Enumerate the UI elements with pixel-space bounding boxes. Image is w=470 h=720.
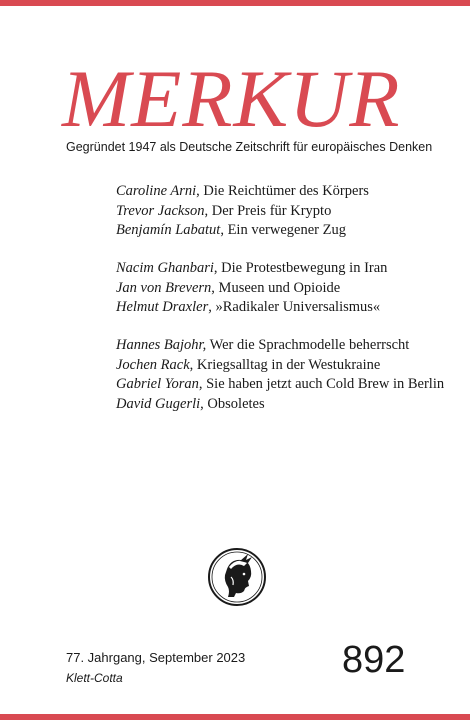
entry-author: Helmut Draxler — [116, 299, 209, 315]
entry-author: Jochen Rack — [116, 356, 190, 373]
entry-title: , Sie haben jetzt auch Cold Brew in Berlin — [198, 376, 445, 392]
entry-title: , Kriegsalltag in der Westukraine — [189, 356, 381, 373]
contents-entry — [116, 298, 387, 318]
contents-entry — [116, 279, 387, 299]
contents-group-2 — [116, 259, 387, 318]
contents-entry — [116, 202, 369, 222]
contents-group-1 — [116, 182, 369, 241]
bottom-accent-bar — [0, 714, 470, 720]
hermes-head-emblem-icon — [207, 547, 267, 607]
contents-entry — [116, 395, 444, 415]
entry-title: , Ein verwegener Zug — [220, 222, 346, 238]
entry-author: Jan von Brevern — [116, 279, 212, 296]
masthead-title: MERKUR — [62, 53, 401, 144]
contents-entry — [116, 356, 444, 376]
entry-author: Caroline Arni — [116, 183, 197, 199]
entry-title: , Museen und Opioide — [211, 279, 341, 296]
publisher-name: Klett-Cotta — [66, 671, 123, 685]
contents-entry — [116, 375, 444, 395]
entry-title: , Obsoletes — [200, 395, 265, 412]
top-accent-bar — [0, 0, 470, 6]
issue-info: 77. Jahrgang, September 2023 — [66, 650, 246, 665]
entry-title: , »Radikaler Universalismus« — [208, 299, 381, 315]
contents-entry — [116, 182, 369, 202]
entry-title: , Die Protestbewegung in Iran — [213, 260, 388, 276]
issue-number: 892 — [342, 639, 406, 681]
entry-author: Nacim Ghanbari — [116, 260, 214, 276]
entry-author: Gabriel Yoran — [116, 376, 199, 392]
contents-entry — [116, 259, 387, 279]
contents-entry — [116, 221, 369, 241]
contents-group-3 — [116, 336, 444, 414]
entry-title: , Die Reichtümer des Körpers — [196, 183, 369, 199]
tagline: Gegründet 1947 als Deutsche Zeitschrift für europäisches Denken — [66, 140, 433, 154]
entry-author: Benjamín Labatut — [116, 222, 221, 238]
entry-title: , Der Preis für Krypto — [204, 202, 332, 219]
entry-author: Hannes Bajohr, — [116, 337, 207, 353]
entry-author: David Gugerli — [116, 395, 201, 412]
contents-entry — [116, 336, 444, 356]
entry-title: Wer die Sprachmodelle beherrscht — [206, 337, 410, 353]
entry-author: Trevor Jackson — [116, 202, 205, 219]
